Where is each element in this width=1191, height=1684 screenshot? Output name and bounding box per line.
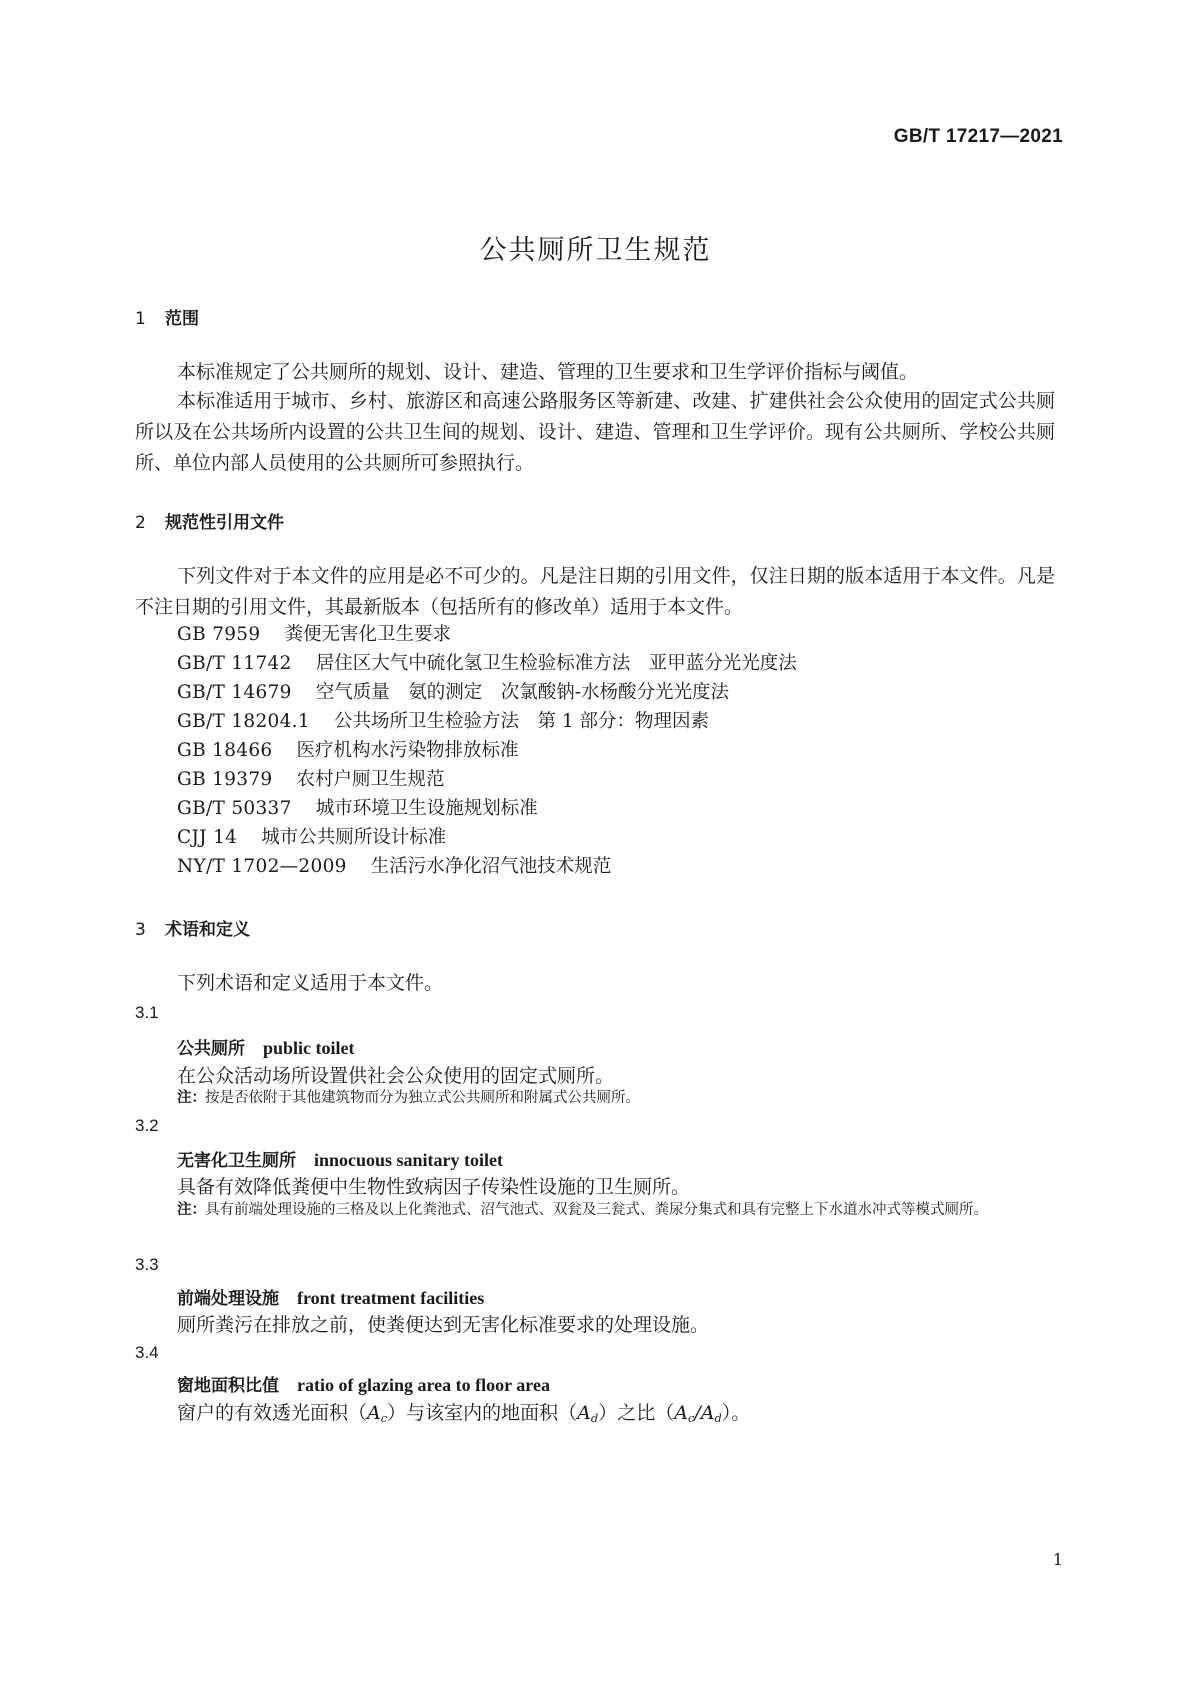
- reference-code: GB 7959: [177, 624, 261, 645]
- term-zh: 无害化卫生厕所: [177, 1151, 296, 1171]
- reference-item: [177, 706, 709, 737]
- term-en: public toilet: [263, 1038, 355, 1058]
- reference-title: 居住区大气中硫化氢卫生检验标准方法 亚甲蓝分光光度法: [315, 653, 797, 674]
- reference-item: [177, 793, 538, 824]
- reference-code: GB 18466: [177, 740, 273, 761]
- note-text: 按是否依附于其他建筑物而分为独立式公共厕所和附属式公共厕所。: [205, 1090, 640, 1106]
- term-definition: 在公众活动场所设置供社会公众使用的固定式厕所。: [177, 1065, 615, 1087]
- reference-code: CJJ 14: [177, 827, 238, 848]
- term-heading: [177, 1284, 484, 1309]
- section-number: 1: [135, 309, 146, 329]
- term-en: innocuous sanitary toilet: [314, 1150, 504, 1170]
- definition-text: 窗户的有效透光面积（: [177, 1402, 368, 1424]
- section-title: 术语和定义: [165, 920, 250, 940]
- scope-paragraph-2: 本标准适用于城市、乡村、旅游区和高速公路服务区等新建、改建、扩建供社会公众使用的固定式公共厕所以及在公共场所内设置的公共卫生间的规划、设计、建造、管理和卫生学评价。现有公共厕所、学校公共厕所、单位内部人员使用的公共厕所可参照执行。: [135, 390, 1055, 474]
- section-3-heading: [135, 915, 250, 940]
- reference-title: 粪便无害化卫生要求: [284, 624, 451, 645]
- term-heading: [177, 1034, 355, 1059]
- term-note: [177, 1086, 1057, 1111]
- reference-item: [177, 822, 446, 853]
- reference-item: [177, 735, 519, 766]
- reference-code: GB/T 18204.1: [177, 711, 310, 732]
- reference-title: 城市公共厕所设计标准: [261, 827, 447, 848]
- term-zh: 前端处理设施: [177, 1289, 279, 1309]
- ratio-symbol: $A_c/A_d$: [674, 1402, 722, 1425]
- term-heading: [177, 1146, 503, 1171]
- reference-code: GB 19379: [177, 769, 273, 790]
- note-label: 注：: [177, 1090, 206, 1106]
- term-zh: 窗地面积比值: [177, 1376, 279, 1396]
- reference-code: GB/T 14679: [177, 682, 292, 703]
- definition-text: ）。: [721, 1402, 751, 1424]
- term-en: front treatment facilities: [297, 1288, 485, 1308]
- page-number: 1: [1052, 1550, 1063, 1569]
- reference-item: [177, 851, 611, 882]
- term-zh: 公共厕所: [177, 1039, 245, 1059]
- reference-item: [177, 677, 729, 708]
- section-1-heading: [135, 304, 199, 329]
- definition-text: ）之比（: [598, 1402, 675, 1424]
- document-title: 公共厕所卫生规范: [479, 235, 712, 266]
- scope-paragraph-1: 本标准规定了公共厕所的规划、设计、建造、管理的卫生要求和卫生学评价指标与阈值。: [177, 361, 919, 383]
- standard-number: GB/T 17217—2021: [893, 126, 1063, 147]
- term-definition: [177, 1398, 750, 1425]
- section-number: 2: [135, 513, 146, 533]
- note-text: 具有前端处理设施的三格及以上化粪池式、沼气池式、双瓮及三瓮式、粪尿分集式和具有完整上下水道水冲式等模式厕所。: [205, 1202, 988, 1218]
- glazing-area-symbol: $A_c$: [367, 1402, 388, 1425]
- reference-item: [177, 764, 445, 795]
- term-number: 3.3: [135, 1255, 159, 1274]
- term-number: 3.2: [135, 1116, 159, 1135]
- floor-area-symbol: $A_d$: [577, 1402, 599, 1425]
- reference-title: 医疗机构水污染物排放标准: [296, 740, 519, 761]
- term-definition: 厕所粪污在排放之前，使粪便达到无害化标准要求的处理设施。: [177, 1314, 710, 1336]
- reference-code: NY/T 1702—2009: [177, 856, 347, 877]
- term-number: 3.4: [135, 1343, 159, 1362]
- note-label: 注：: [177, 1202, 206, 1218]
- reference-item: [177, 619, 451, 650]
- reference-title: 农村户厕卫生规范: [296, 769, 445, 790]
- section-2-heading: [135, 508, 284, 533]
- reference-code: GB/T 11742: [177, 653, 292, 674]
- section-title: 范围: [165, 309, 199, 329]
- reference-title: 公共场所卫生检验方法 第 1 部分：物理因素: [333, 711, 709, 732]
- reference-title: 生活污水净化沼气池技术规范: [370, 856, 612, 877]
- reference-code: GB/T 50337: [177, 798, 292, 819]
- term-en: ratio of glazing area to floor area: [297, 1375, 550, 1395]
- term-heading: [177, 1371, 550, 1396]
- definition-text: ）与该室内的地面积（: [387, 1402, 578, 1424]
- term-definition: 具备有效降低粪便中生物性致病因子传染性设施的卫生厕所。: [177, 1176, 691, 1198]
- reference-title: 城市环境卫生设施规划标准: [315, 798, 538, 819]
- term-note: [177, 1198, 1057, 1223]
- references-intro: 下列文件对于本文件的应用是必不可少的。凡是注日期的引用文件，仅注日期的版本适用于本文件。凡是不注日期的引用文件，其最新版本（包括所有的修改单）适用于本文件。: [135, 565, 1055, 618]
- reference-title: 空气质量 氨的测定 次氯酸钠-水杨酸分光光度法: [315, 682, 729, 703]
- section-title: 规范性引用文件: [165, 513, 284, 533]
- reference-item: [177, 648, 797, 679]
- terms-intro: 下列术语和定义适用于本文件。: [177, 972, 444, 994]
- term-number: 3.1: [135, 1003, 159, 1022]
- section-number: 3: [135, 920, 146, 940]
